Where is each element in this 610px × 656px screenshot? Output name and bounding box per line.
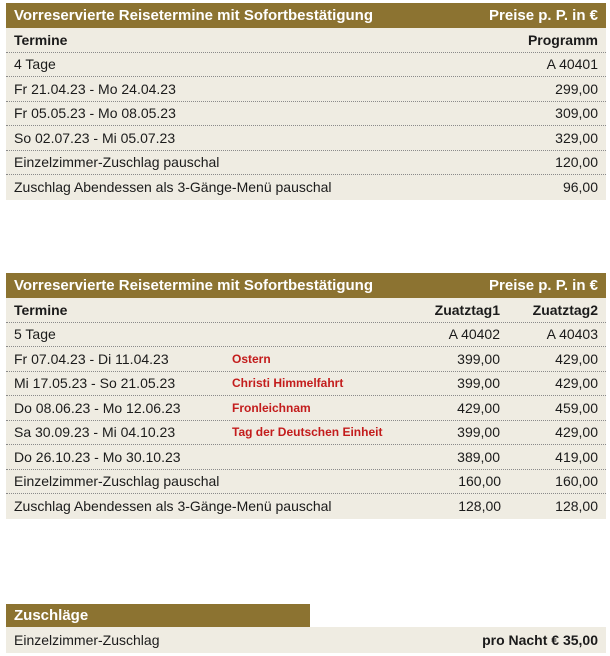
surcharge-label: Zuschlag Abendessen als 3-Gänge-Menü pauschal (14, 179, 332, 196)
price-1: 128,00 (458, 498, 502, 515)
price-1: 399,00 (457, 424, 500, 441)
table-title: Vorreservierte Reisetermine mit Sofortbestätigung (14, 7, 373, 24)
table-row (6, 175, 606, 200)
surcharge-label: Einzelzimmer-Zuschlag pauschal (14, 473, 220, 490)
holiday-note: Fronleichnam (232, 400, 311, 415)
price-2: 429,00 (555, 424, 598, 441)
zuschlaege-row (6, 627, 606, 653)
price-2: 128,00 (555, 498, 598, 515)
col-zusatztag-1: Zuatztag1 (434, 301, 500, 318)
table-row (6, 396, 606, 421)
zuschlag-value: pro Nacht € 35,00 (482, 632, 598, 648)
price-2: 160,00 (555, 473, 598, 490)
price-2: 459,00 (555, 399, 598, 416)
price-1: 399,00 (457, 350, 500, 367)
table-row (6, 126, 606, 151)
zuschlag-label: Einzelzimmer-Zuschlag (14, 632, 160, 648)
date-range: So 02.07.23 - Mi 05.07.23 (14, 129, 176, 146)
price-1: 389,00 (457, 448, 500, 465)
col-zusatztag-2: Zuatztag2 (532, 301, 598, 318)
price: 120,00 (555, 154, 598, 171)
group-label: 4 Tage (14, 56, 56, 73)
date-range: Do 08.06.23 - Mo 12.06.23 (14, 399, 181, 416)
price-2: 429,00 (555, 350, 598, 367)
table-row (6, 421, 606, 446)
date-range: Do 26.10.23 - Mo 30.10.23 (14, 448, 181, 465)
date-range: Fr 05.05.23 - Mo 08.05.23 (14, 105, 176, 122)
price-1: 399,00 (457, 375, 500, 392)
table-row (6, 494, 606, 519)
zuschlaege-header (6, 604, 310, 627)
group-row (6, 53, 606, 78)
price: 309,00 (555, 105, 598, 122)
price-table-4-days (6, 3, 606, 200)
group-label: 5 Tage (14, 326, 56, 343)
table-row (6, 151, 606, 176)
table-row (6, 372, 606, 397)
column-header-row (6, 298, 606, 323)
group-row (6, 323, 606, 348)
price-1: 160,00 (458, 473, 502, 490)
date-range: Mi 17.05.23 - So 21.05.23 (14, 375, 176, 392)
table-header-bar (6, 273, 606, 298)
price: 329,00 (555, 129, 598, 146)
column-header-row (6, 28, 606, 53)
col-programm: Programm (527, 31, 598, 48)
zuschlaege-title: Zuschläge (14, 607, 89, 624)
price-2: 419,00 (555, 448, 598, 465)
price-table-5-days (6, 273, 606, 519)
table-row (6, 470, 606, 495)
date-range: Fr 07.04.23 - Di 11.04.23 (14, 350, 169, 367)
col-termine: Termine (14, 31, 68, 48)
surcharge-label: Zuschlag Abendessen als 3-Gänge-Menü pauschal (14, 498, 332, 515)
surcharge-label: Einzelzimmer-Zuschlag pauschal (14, 154, 220, 171)
price-header: Preise p. P. in € (489, 7, 598, 24)
price-2: 429,00 (555, 375, 598, 392)
table-row (6, 445, 606, 470)
table-row (6, 347, 606, 372)
price-header: Preise p. P. in € (489, 277, 598, 294)
table-header-bar (6, 3, 606, 28)
table-title: Vorreservierte Reisetermine mit Sofortbestätigung (14, 277, 373, 294)
holiday-note: Tag der Deutschen Einheit (232, 425, 383, 440)
program-code: A 40401 (546, 56, 598, 73)
table-row (6, 102, 606, 127)
date-range: Fr 21.04.23 - Mo 24.04.23 (14, 80, 176, 97)
col-termine: Termine (14, 301, 68, 318)
price-1: 429,00 (457, 399, 500, 416)
table-row (6, 77, 606, 102)
program-code-1: A 40402 (448, 326, 500, 343)
price: 299,00 (555, 80, 598, 97)
price: 96,00 (562, 179, 598, 196)
date-range: Sa 30.09.23 - Mi 04.10.23 (14, 424, 176, 441)
program-code-2: A 40403 (546, 326, 598, 343)
holiday-note: Ostern (232, 351, 271, 366)
holiday-note: Christi Himmelfahrt (232, 376, 344, 391)
